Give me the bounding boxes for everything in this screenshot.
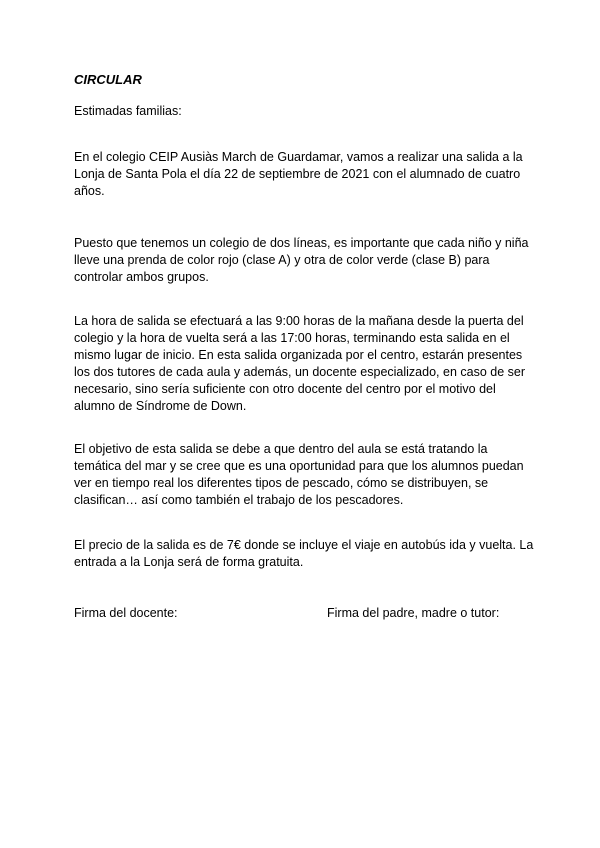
teacher-signature-label: Firma del docente:	[74, 606, 178, 620]
greeting: Estimadas familias:	[74, 104, 182, 118]
paragraph-schedule: La hora de salida se efectuará a las 9:00 horas de la mañana desde la puerta del colegio y la hora de vuelta será a las 17:00 horas, terminando esta salida en el mismo lugar de inicio. En esta salida organizada por el centro, estarán presentes los dos tutores de cada aula y además, un docente especializado, en caso de ser necesario, sino sería suficiente con otro docente del centro por el motivo del alumno de Síndrome de Down.	[74, 314, 525, 413]
paragraph-price: El precio de la salida es de 7€ donde se incluye el viaje en autobús ida y vuelta. La entrada a la Lonja será de forma gratuita.	[74, 538, 534, 569]
paragraph-clothing-colors: Puesto que tenemos un colegio de dos líneas, es importante que cada niño y niña lleve una prenda de color rojo (clase A) y otra de color verde (clase B) para controlar ambos grupos.	[74, 236, 529, 284]
document-title: CIRCULAR	[74, 72, 142, 87]
paragraph-trip-announcement: En el colegio CEIP Ausiàs March de Guardamar, vamos a realizar una salida a la Lonja de Santa Pola el día 22 de septiembre de 2021 con el alumnado de cuatro años.	[74, 150, 523, 198]
paragraph-objective: El objetivo de esta salida se debe a que dentro del aula se está tratando la temática del mar y se cree que es una oportunidad para que los alumnos puedan ver en tiempo real los diferentes tipos de pescado, cómo se distribuyen, se clasifican… así como también el trabajo de los pescadores.	[74, 442, 524, 507]
parent-signature-label: Firma del padre, madre o tutor:	[327, 606, 500, 620]
